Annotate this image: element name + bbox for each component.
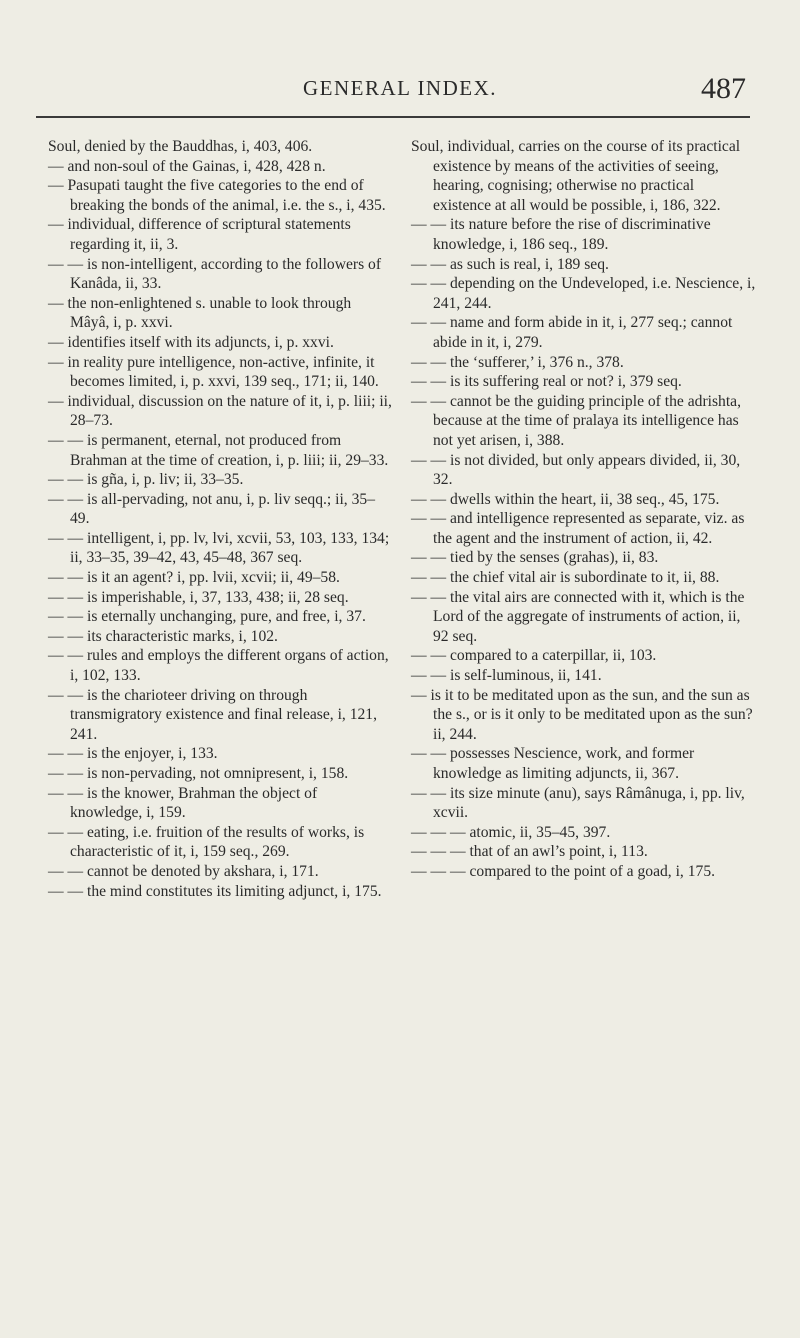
- running-title: GENERAL INDEX.: [302, 76, 498, 100]
- index-entry: — — intelligent, i, pp. lv, lvi, xcvii, 53, 103, 133, 134; ii, 33–35, 39–42, 43, 45–48, 367 seq.: [48, 529, 390, 567]
- index-entry: — — compared to a caterpillar, ii, 103.: [411, 647, 657, 665]
- index-entry: — — is non-pervading, not omnipresent, i, 158.: [48, 765, 349, 782]
- header-rule: [36, 116, 750, 118]
- page-header: [40, 72, 760, 120]
- index-column-left: [48, 137, 393, 901]
- index-entry: — is it to be meditated upon as the sun, and the sun as the s., or is it only to be meditated upon as the sun? ii, 244.: [411, 686, 753, 743]
- index-entry: — — cannot be denoted by akshara, i, 171.: [48, 862, 319, 880]
- index-entry: Soul, individual, carries on the course of its practical existence by means of the activities of seeing, hearing, cognising; otherwise no practical existence at all would be possible, i, 186, 322.: [411, 138, 741, 214]
- index-entry: — — the chief vital air is subordinate to it, ii, 88.: [411, 569, 720, 587]
- index-entry: — the non-enlightened s. unable to look through Mâyâ, i, p. xxvi.: [48, 294, 352, 332]
- index-entry: — — dwells within the heart, ii, 38 seq., 45, 175.: [411, 490, 720, 508]
- index-entry: — — as such is real, i, 189 seq.: [411, 255, 609, 273]
- index-entry: — — is non-intelligent, according to the followers of Kanâda, ii, 33.: [48, 255, 382, 293]
- index-entry: — — its characteristic marks, i, 102.: [48, 627, 278, 645]
- index-entry: — — tied by the senses (grahas), ii, 83.: [411, 549, 659, 567]
- index-entry: — — is imperishable, i, 37, 133, 438; ii, 28 seq.: [48, 588, 349, 606]
- index-entry: — identifies itself with its adjuncts, i, p. xxvi.: [48, 333, 334, 351]
- index-entry: — — the mind constitutes its limiting adjunct, i, 175.: [48, 882, 382, 900]
- index-entry: — — possesses Nescience, work, and former knowledge as limiting adjuncts, ii, 367.: [411, 745, 695, 782]
- index-entry: — Pasupati taught the five categories to the end of breaking the bonds of the animal, i.e. the s., i, 435.: [48, 177, 386, 214]
- index-entry: — — the vital airs are connected with it, which is the Lord of the aggregate of instruments of action, ii, 92 seq.: [411, 588, 745, 645]
- index-entry: — individual, discussion on the nature of it, i, p. liii; ii, 28–73.: [48, 392, 392, 430]
- index-entry: — — is not divided, but only appears divided, ii, 30, 32.: [411, 451, 741, 489]
- index-entry: — — is gña, i, p. liv; ii, 33–35.: [48, 471, 244, 489]
- index-entry: — — is its suffering real or not? i, 379 seq.: [411, 373, 682, 391]
- index-entry: — individual, difference of scriptural statements regarding it, ii, 3.: [48, 216, 351, 253]
- index-entry: — and non-soul of the Gainas, i, 428, 428 n.: [48, 157, 326, 175]
- index-entry: — — is self-luminous, ii, 141.: [411, 667, 602, 685]
- index-entry: — — cannot be the guiding principle of the adrishta, because at the time of pralaya its intelligence has not yet arisen, i, 388.: [411, 392, 741, 449]
- index-entry: — — eating, i.e. fruition of the results of works, is characteristic of it, i, 159 seq., 269.: [48, 823, 365, 861]
- index-entry: — — the ‘sufferer,’ i, 376 n., 378.: [411, 353, 624, 371]
- index-entry: — — is permanent, eternal, not produced from Brahman at the time of creation, i, p. liii; ii, 29–33.: [48, 431, 389, 469]
- index-entry: — in reality pure intelligence, non-active, infinite, it becomes limited, i, p. xxvi, 139 seq., 171; ii, 140.: [48, 353, 379, 391]
- index-entry: — — depending on the Undeveloped, i.e. Nescience, i, 241, 244.: [411, 275, 756, 312]
- index-entry: — — is eternally unchanging, pure, and free, i, 37.: [48, 608, 366, 626]
- index-entry: — — rules and employs the different organs of action, i, 102, 133.: [48, 647, 389, 685]
- index-entry: Soul, denied by the Bauddhas, i, 403, 406.: [48, 138, 313, 155]
- index-entry: — — name and form abide in it, i, 277 seq.; cannot abide in it, i, 279.: [411, 314, 733, 351]
- index-entry: — — is the knower, Brahman the object of knowledge, i, 159.: [48, 784, 318, 822]
- index-entry: — — its size minute (anu), says Râmânuga, i, pp. liv, xcvii.: [411, 784, 745, 822]
- index-entry: — — is the enjoyer, i, 133.: [48, 745, 218, 763]
- index-entry: — — — compared to the point of a goad, i, 175.: [411, 862, 716, 880]
- index-entry: — — its nature before the rise of discriminative knowledge, i, 186 seq., 189.: [411, 216, 711, 253]
- index-entry: — — — atomic, ii, 35–45, 397.: [411, 823, 611, 841]
- index-entry: — — is all-pervading, not anu, i, p. liv seqq.; ii, 35–49.: [48, 490, 375, 528]
- index-entry: — — is the charioteer driving on through transmigratory existence and final release, i, 121, 241.: [48, 686, 377, 743]
- index-entry: — — and intelligence represented as separate, viz. as the agent and the instrument of action, ii, 42.: [411, 510, 745, 547]
- index-entry: — — is it an agent? i, pp. lvii, xcvii; ii, 49–58.: [48, 569, 340, 587]
- page-number: 487: [701, 72, 746, 105]
- index-entry: — — — that of an awl’s point, i, 113.: [411, 843, 648, 861]
- index-column-right: [411, 137, 756, 882]
